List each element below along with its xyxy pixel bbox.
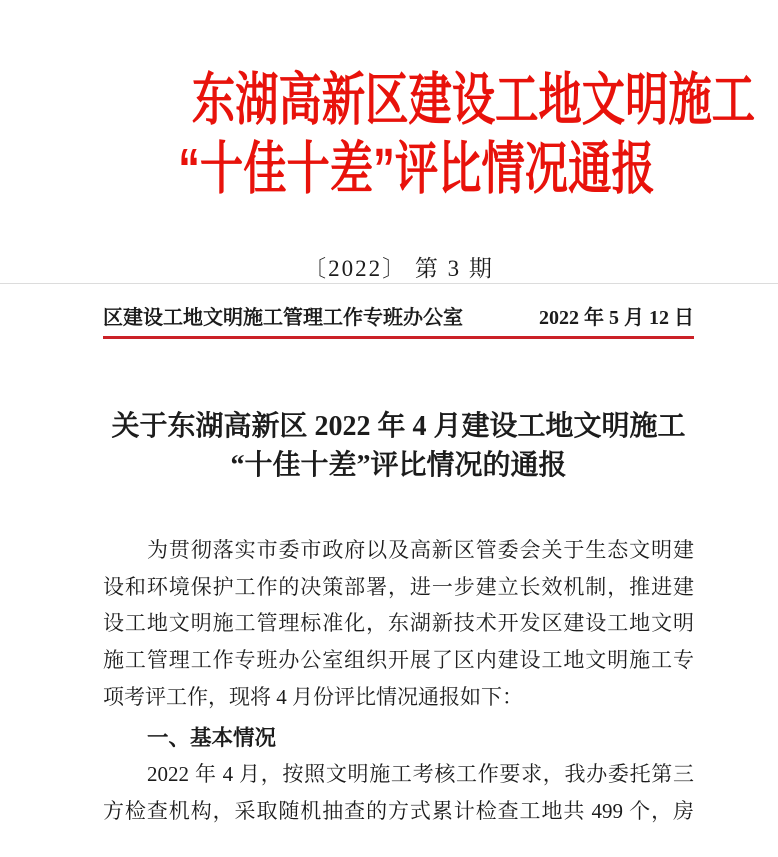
paragraph-line: 为贯彻落实市委市政府以及高新区管委会关于生态文明建 (147, 538, 694, 562)
office-name: 区建设工地文明施工管理工作专班办公室 (103, 307, 463, 329)
scan-artifact-line (0, 283, 778, 284)
masthead-title-line1: 东湖高新区建设工地文明施工 (191, 68, 756, 132)
paragraph-line: 施工管理工作专班办公室组织开展了区内建设工地文明施工专 (103, 648, 694, 673)
masthead-title (103, 66, 756, 204)
section-heading-basic-situation: 一、基本情况 (147, 725, 277, 750)
paragraph-line: 项考评工作，现将 4 月份评比情况通报如下： (103, 684, 523, 709)
masthead-row (103, 303, 694, 333)
paragraph-line: 方检查机构，采取随机抽查的方式累计检查工地共 499 个，房 (103, 798, 694, 823)
doc-title-line2: “十佳十差”评比情况的通报 (230, 450, 567, 481)
paragraph-line: 设工地文明施工管理标准化，东湖新技术开发区建设工地文明 (103, 611, 694, 636)
doc-title (103, 407, 694, 485)
doc-body (103, 532, 694, 830)
red-divider-rule (103, 336, 694, 339)
paragraph-line: 2022 年 4 月，按照文明施工考核工作要求，我办委托第三 (147, 762, 694, 787)
issue-date: 2022 年 5 月 12 日 (539, 307, 694, 329)
paragraph-line: 设和环境保护工作的决策部署，进一步建立长效机制，推进建 (103, 574, 694, 599)
issue-number: 〔2022〕 第 3 期 (303, 256, 494, 281)
doc-title-line1: 关于东湖高新区 2022 年 4 月建设工地文明施工 (111, 411, 686, 442)
masthead-title-line2: “十佳十差”评比情况通报 (178, 137, 655, 201)
